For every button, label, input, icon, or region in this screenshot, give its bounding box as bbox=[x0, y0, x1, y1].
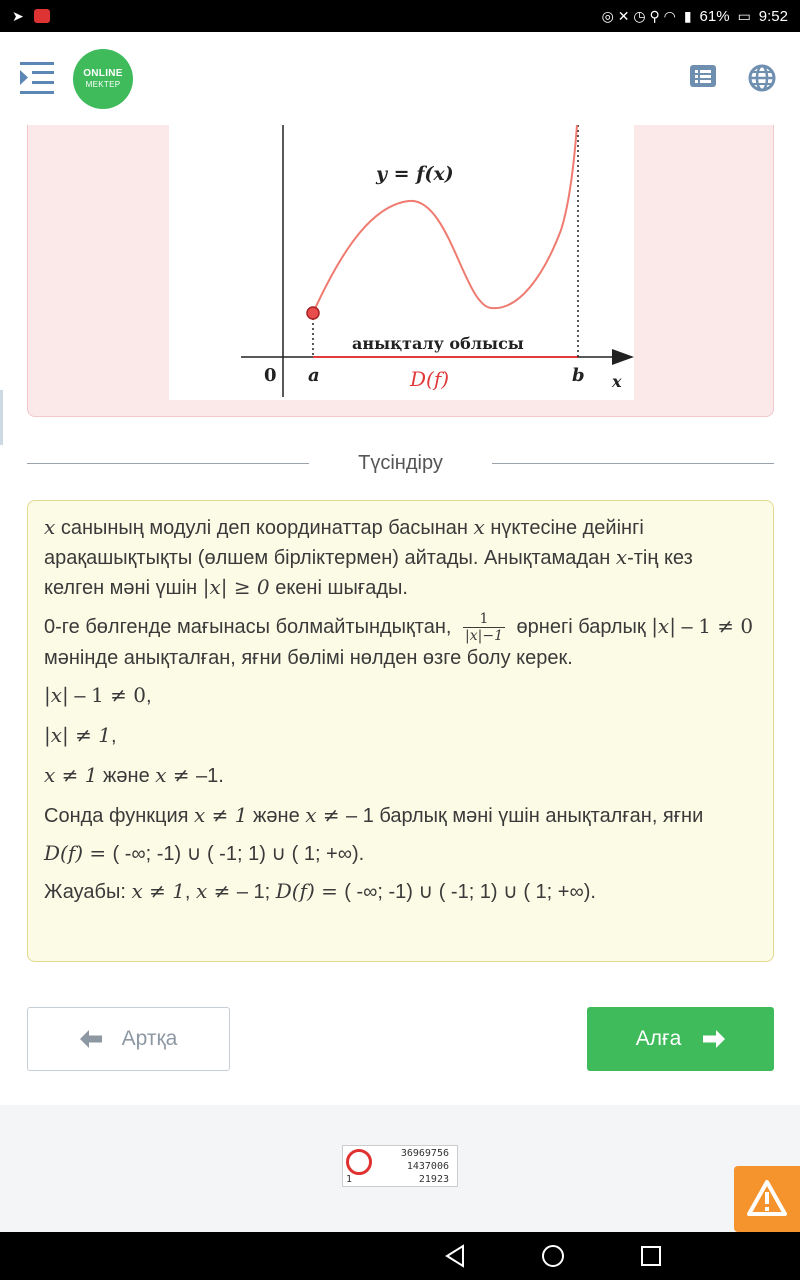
section-divider bbox=[27, 446, 774, 482]
start-point bbox=[307, 307, 319, 319]
graph-card bbox=[27, 125, 774, 417]
home-nav-icon[interactable] bbox=[543, 1246, 563, 1266]
counter-value-1: 36969756 bbox=[400, 1148, 449, 1159]
signal-icon: ▮ bbox=[683, 8, 692, 24]
battery-percent: 61% bbox=[699, 7, 730, 25]
text: – bbox=[675, 615, 699, 638]
math-var: x bbox=[473, 515, 485, 539]
counter-value-small: 1 bbox=[346, 1174, 353, 1185]
app-notification-icon bbox=[34, 9, 50, 23]
text: санының модулі деп координаттар басынан bbox=[55, 517, 474, 539]
text: мәнінде анықталған, яғни бөлімі нөлден өзге болу керек. bbox=[44, 647, 573, 669]
math-expr: x ≠ 1 bbox=[131, 879, 185, 903]
recents-nav-icon[interactable] bbox=[642, 1247, 660, 1265]
text: 0-ге бөлгенде мағынасы болмайтындықтан, bbox=[44, 615, 458, 638]
math-expr: D(f) = bbox=[275, 879, 345, 903]
divider-line-left bbox=[27, 463, 309, 464]
text: және bbox=[247, 805, 306, 827]
clock: 9:52 bbox=[758, 7, 788, 25]
text: және bbox=[97, 765, 156, 787]
back-nav-icon[interactable] bbox=[447, 1246, 463, 1266]
text: Сонда функция bbox=[44, 805, 194, 827]
visit-counter[interactable] bbox=[342, 1145, 458, 1187]
text: барлық мәні үшін анықталған, яғни bbox=[373, 805, 704, 827]
menu-icon[interactable] bbox=[20, 60, 54, 96]
report-button[interactable] bbox=[734, 1166, 800, 1232]
origin-label: 0 bbox=[264, 365, 277, 386]
logo[interactable] bbox=[73, 49, 133, 109]
math-expr: |x| bbox=[44, 683, 69, 707]
text: – bbox=[68, 685, 92, 707]
fraction-numerator: 1 bbox=[463, 611, 505, 628]
math-var: x bbox=[44, 515, 56, 539]
math-expr: |x| bbox=[651, 613, 676, 638]
fraction bbox=[463, 611, 505, 644]
math-expr: x ≠ bbox=[196, 879, 237, 903]
text: – 1; bbox=[236, 881, 276, 903]
explanation-paragraph-6 bbox=[44, 801, 757, 831]
b-label: b bbox=[572, 365, 585, 386]
next-button-label: Алға bbox=[635, 1027, 682, 1050]
math-expr: x ≠ 1 bbox=[44, 763, 98, 787]
divider-line-right bbox=[492, 463, 774, 464]
text: нүктесіне дейінгі арақашықтықты (өлшем бірліктермен) айтады. Анықтамадан bbox=[44, 517, 644, 569]
divider-label: Түсіндіру bbox=[358, 452, 443, 474]
back-button[interactable] bbox=[27, 1007, 230, 1071]
logo-line2: MEKTEP bbox=[85, 80, 121, 89]
explanation-line-7 bbox=[44, 839, 757, 869]
text: , bbox=[145, 685, 152, 707]
scroll-marker bbox=[0, 390, 3, 445]
math-expr: x ≠ bbox=[155, 763, 197, 787]
warning-icon bbox=[734, 1166, 800, 1232]
list-icon[interactable] bbox=[690, 65, 716, 87]
send-icon: ➤ bbox=[12, 8, 24, 24]
explanation-line-5 bbox=[44, 761, 757, 791]
text: екені шығады. bbox=[269, 577, 408, 599]
math-expr: x ≠ 1 bbox=[194, 803, 248, 827]
math-expr: 1 ≠ 0 bbox=[91, 683, 146, 707]
function-curve bbox=[313, 125, 577, 313]
fraction-denominator: |x|−1 bbox=[465, 628, 503, 644]
arrow-right-icon bbox=[703, 1030, 725, 1048]
text: Жауабы: bbox=[44, 881, 132, 903]
text: , bbox=[110, 725, 117, 747]
app-header bbox=[0, 32, 800, 125]
math-expr: 1 ≠ 0 bbox=[698, 613, 754, 638]
math-expr: |x| ≠ 1 bbox=[44, 723, 111, 747]
back-button-label: Артқа bbox=[121, 1027, 178, 1050]
explanation-answer bbox=[44, 877, 757, 907]
counter-value-2: 1437006 bbox=[406, 1161, 449, 1172]
function-graph bbox=[169, 125, 634, 400]
domain-label: анықталу облысы bbox=[352, 334, 524, 353]
math-expr: |x| ≥ 0 bbox=[202, 575, 270, 599]
explanation-paragraph-1 bbox=[44, 513, 757, 603]
graph-image bbox=[169, 125, 634, 400]
text: – 1 bbox=[346, 805, 374, 827]
footer bbox=[0, 1105, 800, 1232]
counter-value-3: 21923 bbox=[418, 1174, 449, 1185]
text: . bbox=[218, 765, 224, 787]
explanation-line-3 bbox=[44, 681, 757, 711]
text: ( -∞; -1) ∪ ( -1; 1) ∪ ( 1; +∞). bbox=[112, 843, 365, 865]
status-bar bbox=[0, 0, 800, 32]
text: ( -∞; -1) ∪ ( -1; 1) ∪ ( 1; +∞). bbox=[344, 881, 596, 903]
x-axis-arrow bbox=[612, 349, 634, 365]
arrow-left-icon bbox=[80, 1030, 102, 1048]
math-expr: x ≠ bbox=[305, 803, 347, 827]
math-var: x bbox=[615, 545, 628, 569]
battery-icon: ▭ bbox=[737, 8, 751, 24]
text: , bbox=[184, 881, 197, 903]
df-label: D(f) bbox=[410, 367, 450, 391]
globe-icon[interactable] bbox=[748, 64, 776, 92]
status-icons: ◎ ✕ ◷ ⚲ ◠ bbox=[601, 8, 676, 24]
explanation-card bbox=[27, 500, 774, 962]
explanation-paragraph-2 bbox=[44, 611, 757, 673]
logo-line1: ONLINE bbox=[83, 68, 123, 79]
curve-label: y = f(x) bbox=[376, 163, 454, 185]
text: -тің кез келген мәні үшін bbox=[44, 547, 693, 599]
counter-logo-icon bbox=[346, 1149, 372, 1175]
x-axis-label: x bbox=[612, 372, 622, 391]
next-button[interactable] bbox=[587, 1007, 774, 1071]
math-expr: D(f) = bbox=[44, 841, 113, 865]
system-nav-bar bbox=[0, 1232, 800, 1280]
explanation-line-4 bbox=[44, 721, 757, 751]
a-label: a bbox=[308, 365, 320, 386]
text: өрнегі барлық bbox=[511, 615, 652, 638]
text: –1 bbox=[196, 765, 219, 787]
